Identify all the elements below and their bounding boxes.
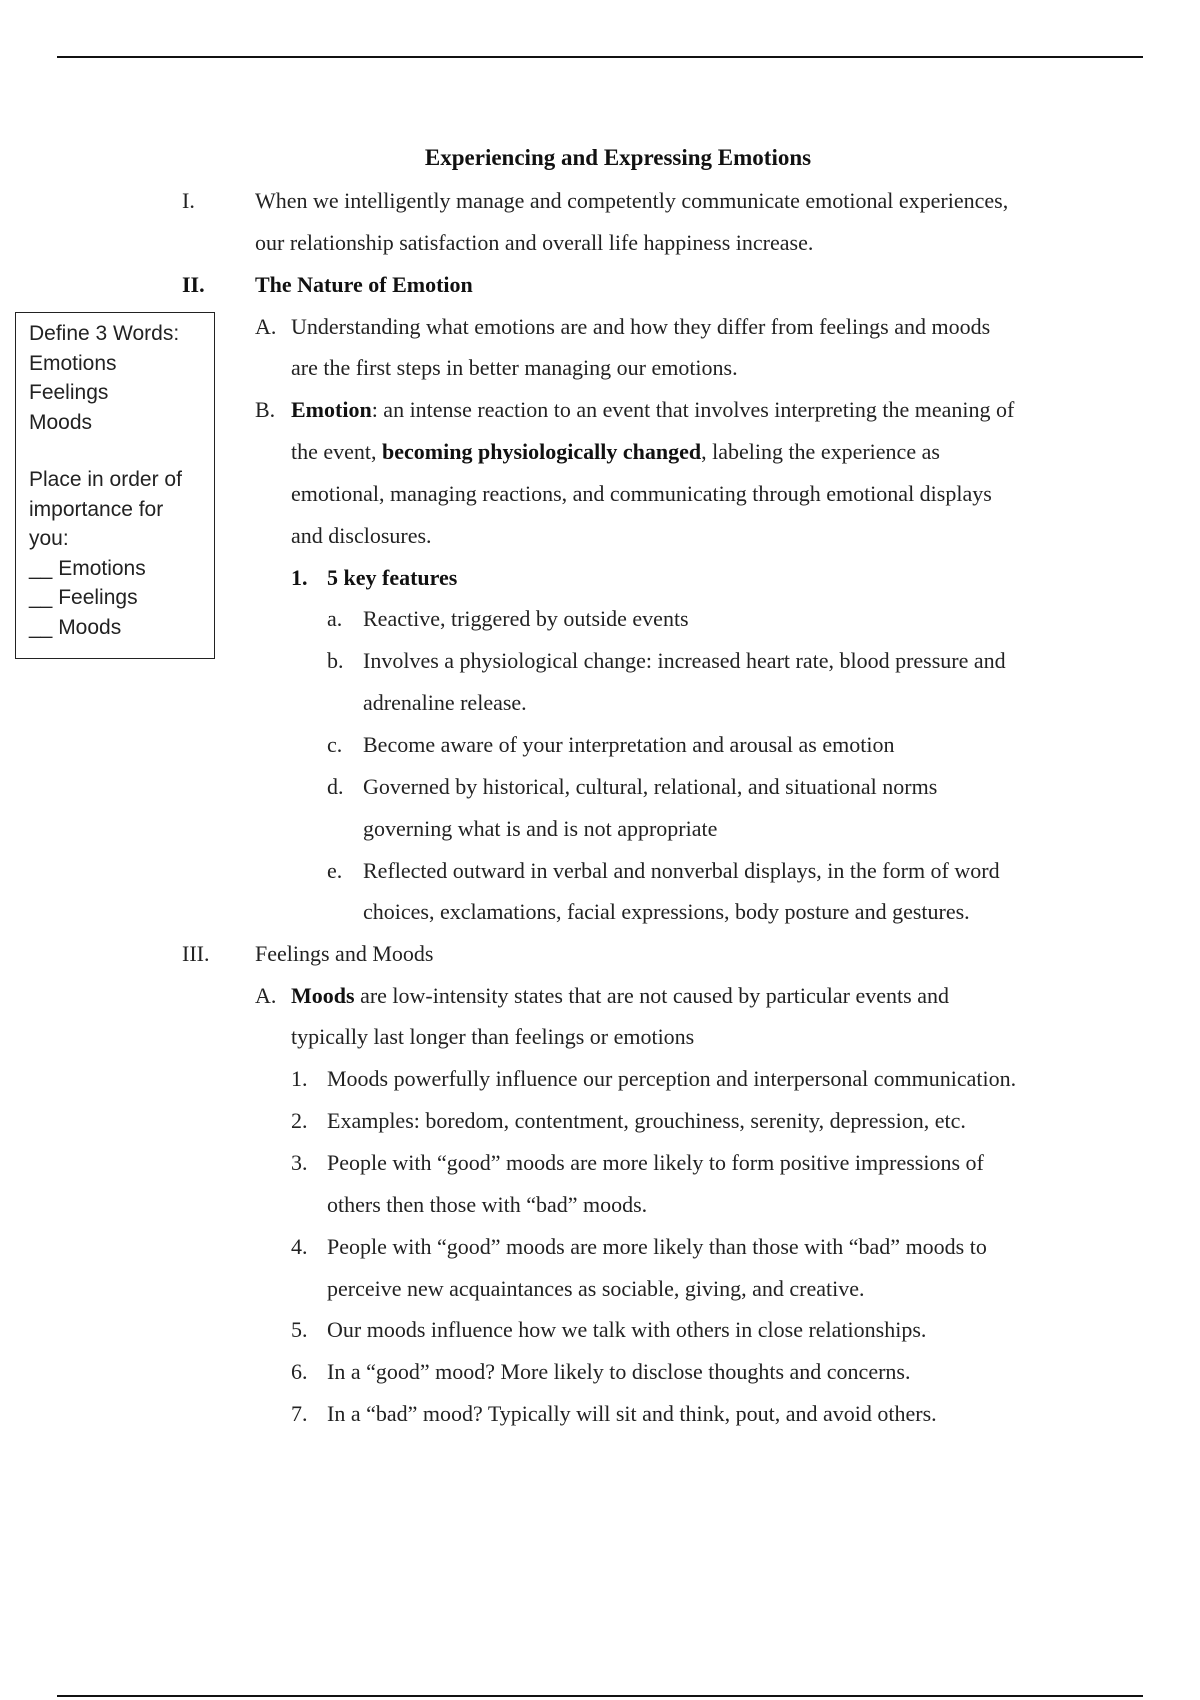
sidebox-rank-item: __ Moods: [29, 615, 122, 639]
feature-b-text: adrenaline release.: [363, 690, 527, 715]
mood-item-marker: 3.: [291, 1150, 308, 1175]
mood-item-marker: 6.: [291, 1359, 308, 1384]
mood-item-text: People with “good” moods are more likely than those with “bad” moods to: [327, 1234, 987, 1259]
section-2-b-text: emotional, managing reactions, and communicating through emotional displays: [291, 481, 992, 506]
feature-b-marker: b.: [327, 648, 344, 673]
section-3-a-marker: A.: [255, 983, 277, 1008]
feature-e-text: Reflected outward in verbal and nonverbal displays, in the form of word: [363, 858, 1000, 883]
section-2-b-marker: B.: [255, 397, 276, 422]
sidebox-prompt: you:: [29, 527, 69, 550]
sidebox-prompt: Place in order of: [29, 468, 182, 491]
feature-e-marker: e.: [327, 858, 343, 883]
mood-item-marker: 4.: [291, 1234, 308, 1259]
feature-c-marker: c.: [327, 732, 343, 757]
mood-item-marker: 7.: [291, 1401, 308, 1426]
section-3-heading: Feelings and Moods: [255, 941, 434, 966]
section-2-a-marker: A.: [255, 314, 277, 339]
moods-term: Moods: [291, 983, 355, 1008]
mood-item-marker: 2.: [291, 1108, 308, 1133]
sidebox-rank-item: __ Emotions: [29, 556, 146, 580]
section-2-b-line-2: [291, 438, 940, 466]
section-1-text: our relationship satisfaction and overall life happiness increase.: [255, 230, 814, 255]
features-marker: 1.: [291, 565, 308, 590]
sidebox-word: Moods: [29, 410, 93, 434]
section-3-a-line-1: [291, 982, 949, 1010]
mood-item-text: others then those with “bad” moods.: [327, 1192, 648, 1217]
feature-e-text: choices, exclamations, facial expressions, body posture and gestures.: [363, 899, 970, 924]
feature-b-text: Involves a physiological change: increased heart rate, blood pressure and: [363, 648, 1006, 673]
feature-d-text: governing what is and is not appropriate: [363, 816, 718, 841]
mood-item-text: People with “good” moods are more likely to form positive impressions of: [327, 1150, 984, 1175]
header-rule: [57, 56, 1143, 58]
emotion-definition: : an intense reaction to an event that involves interpreting the meaning of: [371, 397, 1015, 422]
mood-item-text: In a “bad” mood? Typically will sit and think, pout, and avoid others.: [327, 1401, 937, 1426]
footer-rule: [57, 1695, 1143, 1697]
sidebox-heading: Define 3 Words:: [29, 322, 180, 345]
section-1-numeral: I.: [182, 188, 195, 213]
sidebox-word: Emotions: [29, 351, 117, 375]
mood-item-text: Our moods influence how we talk with others in close relationships.: [327, 1317, 927, 1342]
text-span: the event,: [291, 439, 383, 464]
mood-item-marker: 5.: [291, 1317, 308, 1342]
section-2-heading: The Nature of Emotion: [255, 272, 473, 297]
mood-item-text: Examples: boredom, contentment, grouchiness, serenity, depression, etc.: [327, 1108, 966, 1133]
mood-item-text: Moods powerfully influence our perception and interpersonal communication.: [327, 1066, 1017, 1091]
features-heading: 5 key features: [327, 565, 458, 590]
feature-c-text: Become aware of your interpretation and arousal as emotion: [363, 732, 895, 757]
mood-item-text: In a “good” mood? More likely to disclose thoughts and concerns.: [327, 1359, 911, 1384]
section-3-a-text: typically last longer than feelings or emotions: [291, 1024, 695, 1049]
section-2-a-text: Understanding what emotions are and how they differ from feelings and moods: [291, 314, 991, 339]
emphasis-phrase: becoming physiologically changed: [382, 439, 702, 464]
section-1-text: When we intelligently manage and competently communicate emotional experiences,: [255, 188, 1009, 213]
sidebox-rank-item: __ Feelings: [29, 586, 138, 609]
mood-item-text: perceive new acquaintances as sociable, giving, and creative.: [327, 1276, 865, 1301]
moods-definition: are low-intensity states that are not caused by particular events and: [354, 983, 949, 1008]
section-2-a-text: are the first steps in better managing our emotions.: [291, 355, 738, 380]
feature-d-text: Governed by historical, cultural, relational, and situational norms: [363, 774, 938, 799]
feature-a-marker: a.: [327, 606, 343, 631]
section-3-numeral: III.: [182, 941, 210, 966]
section-2-numeral: II.: [182, 272, 205, 297]
emotion-term: Emotion: [291, 397, 372, 422]
sidebox-word: Feelings: [29, 381, 109, 404]
document-title: Experiencing and Expressing Emotions: [424, 145, 812, 170]
mood-item-marker: 1.: [291, 1066, 308, 1091]
sidebox-prompt: importance for: [29, 497, 164, 521]
section-2-b-line-1: [291, 396, 1014, 424]
feature-d-marker: d.: [327, 774, 344, 799]
define-words-box: [15, 312, 215, 659]
section-2-b-text: and disclosures.: [291, 523, 432, 548]
text-span: , labeling the experience as: [701, 439, 940, 464]
feature-a-text: Reactive, triggered by outside events: [363, 606, 689, 631]
